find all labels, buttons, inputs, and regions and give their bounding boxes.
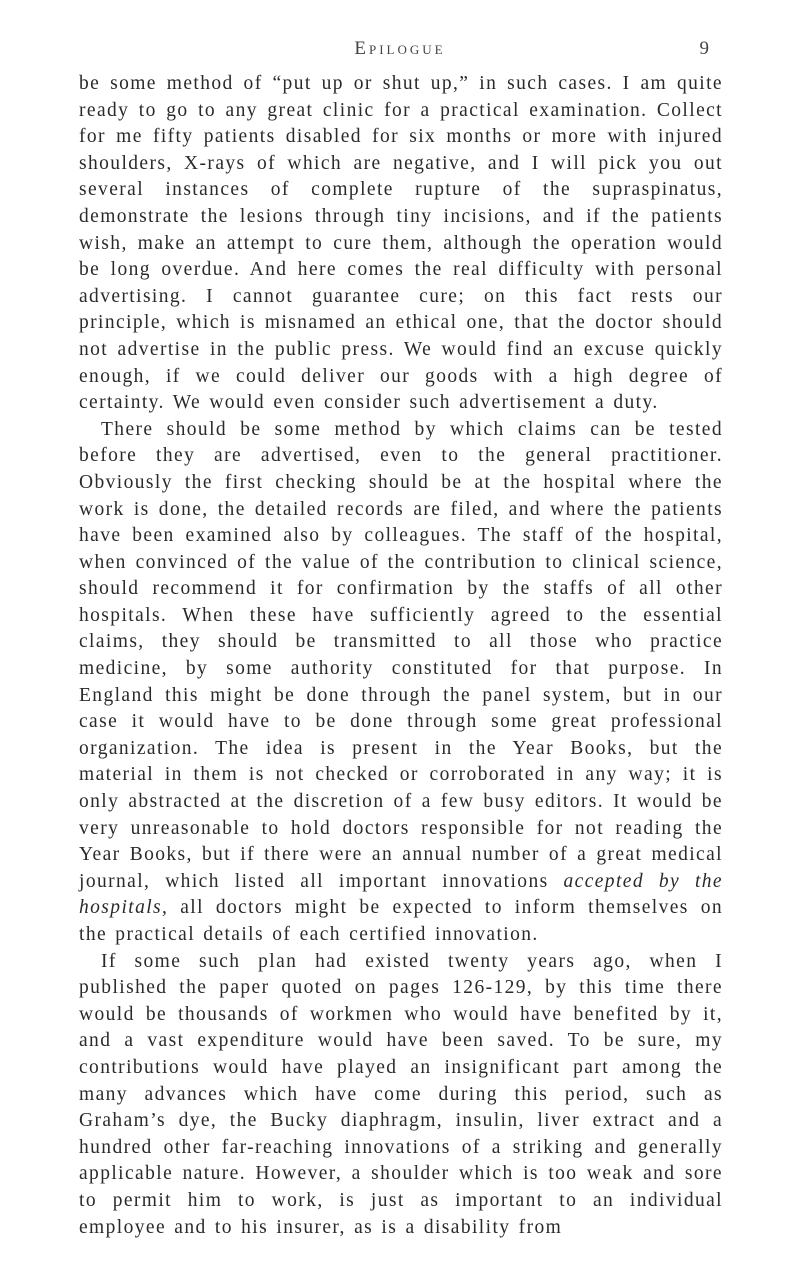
paragraph-3 xyxy=(79,949,723,1242)
page-number: 9 xyxy=(699,38,709,59)
paragraph-2 xyxy=(79,417,723,949)
running-head xyxy=(0,38,800,66)
paragraph-text-continued: , all doctors might be expected to inform themselves on the practical details of each certified innovation. xyxy=(79,897,723,945)
paragraph-text: If some such plan had existed twenty years ago, when I published the paper quoted on pages 126-129, by this time there would be thousands of workmen who would have benefited by it, and a vast expenditure would have been saved. To be sure, my contributions would have played an insignificant part among the many advances which have come during this period, such as Graham’s dye, the Bucky diaphragm, insulin, liver extract and a hundred other far-reaching innovations of a striking and generally applicable nature. However, a shoulder which is too weak and sore to permit him to work, is just as important to an individual employee and to his insurer, as is a disability from xyxy=(79,950,723,1238)
italic-phrase: accepted by the hospitals xyxy=(79,870,723,919)
paragraph-text: There should be some method by which claims can be tested before they are advertised, even to the general practitioner. Obviously the first checking should be at the hospital where the work is done, the detailed records are filed, and where the patients have been examined also by colleagues. The staff of the hospital, when convinced of the value of the contribution to clinical science, should recommend it for confirmation by the staffs of all other hospitals. When these have sufficiently agreed to the essential claims, they should be transmitted to all those who practice medicine, by some authority constituted for that purpose. In England this might be done through the panel system, but in our case it would have to be done through some great professional organization. The idea is present in the Year Books, but the material in them is not checked or corroborated in any way; it is only abstracted at the discretion of a few busy editors. It would be very unreasonable to hold doctors responsible for not reading the Year Books, but if there were an annual number of a great medical journal, which listed all important innovations xyxy=(79,418,723,892)
running-title: Epilogue xyxy=(354,38,446,59)
paragraph-text: be some method of “put up or shut up,” in such cases. I am quite ready to go to any great clinic for a practical examination. Collect for me fifty patients disabled for six months or more with injured shoulders, X-rays of which are negative, and I will pick you out several instances of complete rupture of the supraspinatus, demonstrate the lesions through tiny incisions, and if the patients wish, make an attempt to cure them, although the operation would be long overdue. And here comes the real difficulty with personal advertising. I cannot guarantee cure; on this fact rests our principle, which is misnamed an ethical one, that the doctor should not advertise in the public press. We would find an excuse quickly enough, if we could deliver our goods with a high degree of certainty. We would even consider such advertisement a duty. xyxy=(79,73,723,414)
paragraph-1 xyxy=(79,71,723,417)
body-text xyxy=(79,71,723,1241)
